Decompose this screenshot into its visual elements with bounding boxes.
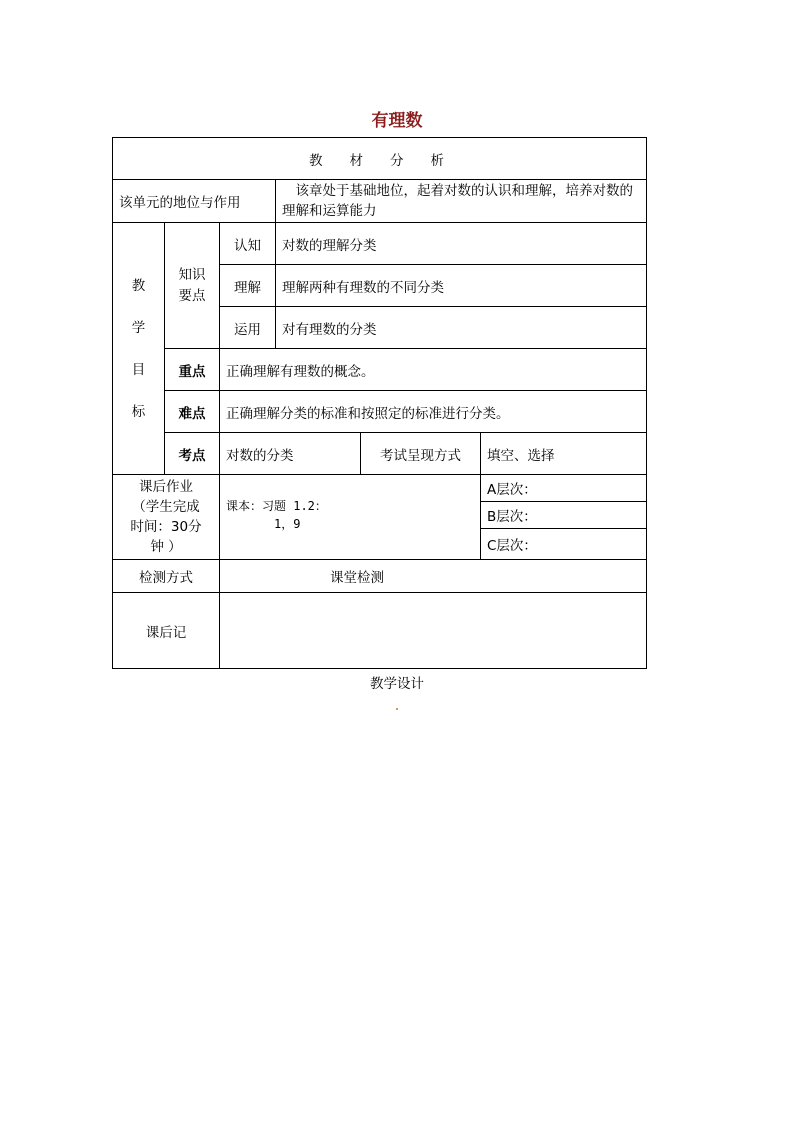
homework-levels	[481, 475, 647, 560]
knowledge-text-understanding: 理解两种有理数的不同分类	[276, 265, 647, 307]
exam-point-text: 对数的分类	[220, 433, 361, 475]
section-header: 教材分析	[113, 138, 647, 180]
level-c: C层次：	[487, 537, 537, 554]
homework-label: 课后作业 （学生完成 时间：30分 钟 ）	[113, 475, 220, 560]
exam-form-value: 填空、选择	[481, 433, 647, 475]
footer-caption: 教学设计	[370, 676, 424, 692]
unit-role-text: 该章处于基础地位，起着对数的认识和理解，培养对数的理解和运算能力	[276, 180, 647, 223]
difficulty-label: 难点	[165, 391, 220, 433]
knowledge-level-understanding: 理解	[220, 265, 276, 307]
exam-form-label: 考试呈现方式	[361, 433, 481, 475]
lesson-table	[112, 137, 647, 669]
knowledge-points-label: 知识 要点	[165, 223, 220, 349]
exam-point-label: 考点	[165, 433, 220, 475]
knowledge-text-cognition: 对数的理解分类	[276, 223, 647, 265]
key-point-label: 重点	[165, 349, 220, 391]
level-b: B层次：	[481, 501, 646, 528]
level-a: A层次：	[481, 475, 646, 501]
unit-role-label: 该单元的地位与作用	[113, 180, 276, 223]
teaching-goal-label: 教 学 目 标	[113, 223, 165, 475]
detection-label: 检测方式	[113, 560, 220, 593]
knowledge-level-cognition: 认知	[220, 223, 276, 265]
decorative-dot	[396, 708, 398, 710]
homework-content: 课本：习题 1.2： 1，9	[220, 475, 481, 560]
knowledge-text-application: 对有理数的分类	[276, 307, 647, 349]
afterword-label: 课后记	[113, 593, 220, 669]
key-point-text: 正确理解有理数的概念。	[220, 349, 647, 391]
detection-value: 课堂检测	[220, 560, 647, 593]
afterword-value	[220, 593, 647, 669]
difficulty-text: 正确理解分类的标准和按照定的标准进行分类。	[220, 391, 647, 433]
document-title: 有理数	[371, 111, 423, 131]
knowledge-level-application: 运用	[220, 307, 276, 349]
